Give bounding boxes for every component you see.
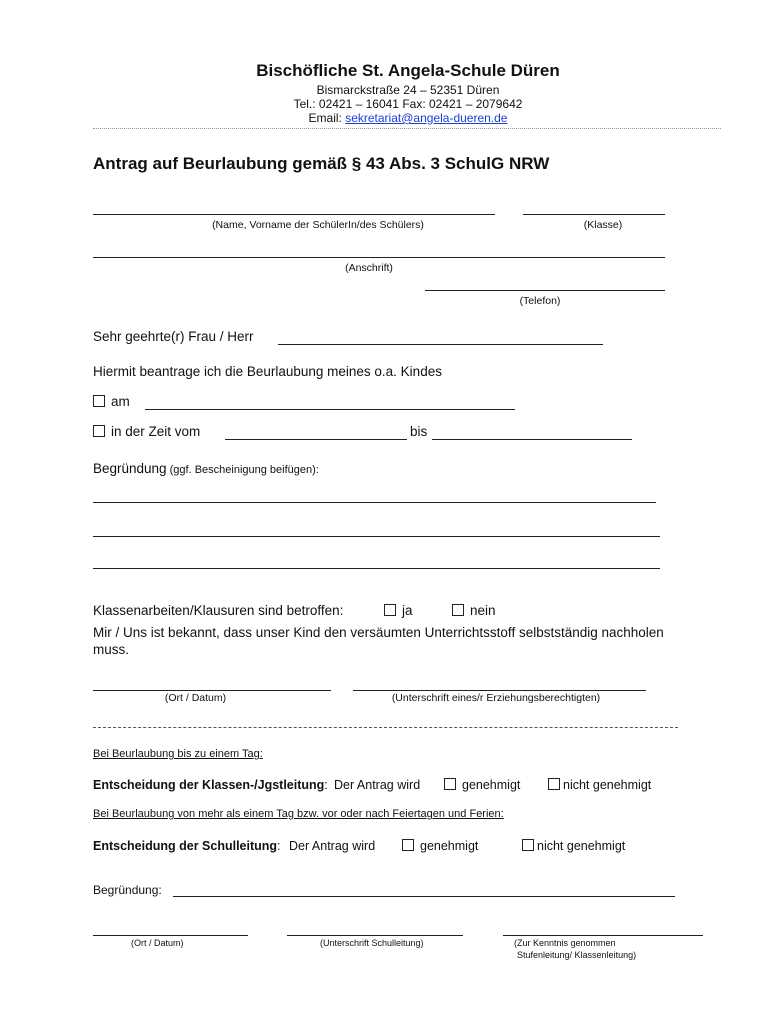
ort-datum-field[interactable] [93, 690, 331, 691]
section2-nicht-genehmigt-label: nicht genehmigt [537, 839, 626, 853]
section2-genehmigt-label: genehmigt [420, 839, 479, 853]
zeitraum-label: in der Zeit vom [111, 424, 201, 439]
klasse-field[interactable] [523, 214, 665, 215]
nein-label: nein [470, 603, 496, 618]
section2-label: Entscheidung der Schulleitung [93, 839, 278, 853]
klassenarbeiten-label: Klassenarbeiten/Klausuren sind betroffen: [93, 603, 344, 618]
am-label: am [111, 394, 130, 409]
section2-antrag-wird: Der Antrag wird [289, 839, 376, 853]
header-divider [93, 128, 721, 129]
email-link[interactable]: sekretariat@angela-dueren.de [345, 111, 508, 125]
ja-label: ja [402, 603, 413, 618]
begruendung-line-3[interactable] [93, 568, 660, 569]
section1-note: Bei Beurlaubung bis zu einem Tag: [93, 748, 263, 760]
begruendung2-label: Begründung: [93, 883, 162, 897]
section1-genehmigt-checkbox[interactable] [444, 778, 456, 790]
bis-date-field[interactable] [432, 439, 632, 440]
school-phone: Tel.: 02421 – 16041 Fax: 02421 – 2079642 [293, 97, 523, 111]
begruendung-heading [93, 461, 319, 476]
section2-nicht-genehmigt-checkbox[interactable] [522, 839, 534, 851]
section1-genehmigt [444, 778, 520, 792]
footer-schulleitung-caption: (Unterschrift Schulleitung) [320, 938, 424, 948]
section-divider [93, 727, 678, 728]
section1-nicht-genehmigt [548, 778, 651, 792]
school-address: Bismarckstraße 24 – 52351 Düren [316, 83, 500, 97]
section2-row: Entscheidung der Schulleitung: [93, 839, 281, 853]
von-date-field[interactable] [225, 439, 407, 440]
recipient-field[interactable] [278, 344, 603, 345]
section1-antrag-wird: Der Antrag wird [334, 778, 421, 792]
nein-checkbox[interactable] [452, 604, 464, 616]
begruendung-hint: (ggf. Bescheinigung beifügen): [166, 464, 319, 476]
footer-kenntnis-field[interactable] [503, 935, 703, 936]
telefon-caption: (Telefon) [519, 295, 561, 307]
anschrift-caption: (Anschrift) [345, 262, 393, 274]
begruendung-line-1[interactable] [93, 502, 656, 503]
ort-datum-caption: (Ort / Datum) [164, 692, 227, 704]
footer-ort-datum-field[interactable] [93, 935, 248, 936]
section1-nicht-genehmigt-checkbox[interactable] [548, 778, 560, 790]
anschrift-field[interactable] [93, 257, 665, 258]
option-zeitraum [93, 424, 200, 439]
bekannt-line-2: muss. [93, 642, 130, 657]
begruendung2-field[interactable] [173, 896, 675, 897]
request-text: Hiermit beantrage ich die Beurlaubung meines o.a. Kindes [93, 364, 442, 379]
section1-row: Entscheidung der Klassen-/Jgstleitung: [93, 778, 328, 792]
option-nein [452, 603, 496, 618]
option-am [93, 394, 130, 409]
ja-checkbox[interactable] [384, 604, 396, 616]
section2-note: Bei Beurlaubung von mehr als einem Tag bzw. vor oder nach Feiertagen und Ferien: [93, 808, 504, 820]
am-date-field[interactable] [145, 409, 515, 410]
bis-label: bis [410, 424, 428, 439]
telefon-field[interactable] [425, 290, 665, 291]
name-caption: (Name, Vorname der SchülerIn/des Schülers) [212, 219, 424, 231]
form-title: Antrag auf Beurlaubung gemäß § 43 Abs. 3 SchulG NRW [93, 154, 550, 173]
section1-genehmigt-label: genehmigt [462, 778, 521, 792]
eltern-signature-caption: (Unterschrift eines/r Erziehungsberechtigten) [391, 692, 601, 704]
school-name: Bischöfliche St. Angela-Schule Düren [256, 61, 560, 80]
section2-genehmigt [402, 839, 478, 853]
am-checkbox[interactable] [93, 395, 105, 407]
footer-schulleitung-field[interactable] [287, 935, 463, 936]
begruendung-line-2[interactable] [93, 536, 660, 537]
option-ja [384, 603, 413, 618]
section1-nicht-genehmigt-label: nicht genehmigt [563, 778, 652, 792]
salutation-label: Sehr geehrte(r) Frau / Herr [93, 329, 254, 344]
school-email-line [0, 111, 770, 125]
section2-nicht-genehmigt [522, 839, 625, 853]
footer-ort-datum-caption: (Ort / Datum) [131, 938, 184, 948]
section2-genehmigt-checkbox[interactable] [402, 839, 414, 851]
bekannt-line-1: Mir / Uns ist bekannt, dass unser Kind den versäumten Unterrichtsstoff selbstständig nachholen [93, 625, 664, 640]
eltern-signature-field[interactable] [353, 690, 646, 691]
section1-label: Entscheidung der Klassen-/Jgstleitung [93, 778, 325, 792]
name-field[interactable] [93, 214, 495, 215]
footer-kenntnis-caption-2: Stufenleitung/ Klassenleitung) [517, 950, 637, 960]
begruendung-label: Begründung [93, 461, 167, 476]
footer-kenntnis-caption-1: (Zur Kenntnis genommen [514, 938, 616, 948]
zeitraum-checkbox[interactable] [93, 425, 105, 437]
email-label: Email: [308, 111, 346, 125]
klasse-caption: (Klasse) [583, 219, 623, 231]
